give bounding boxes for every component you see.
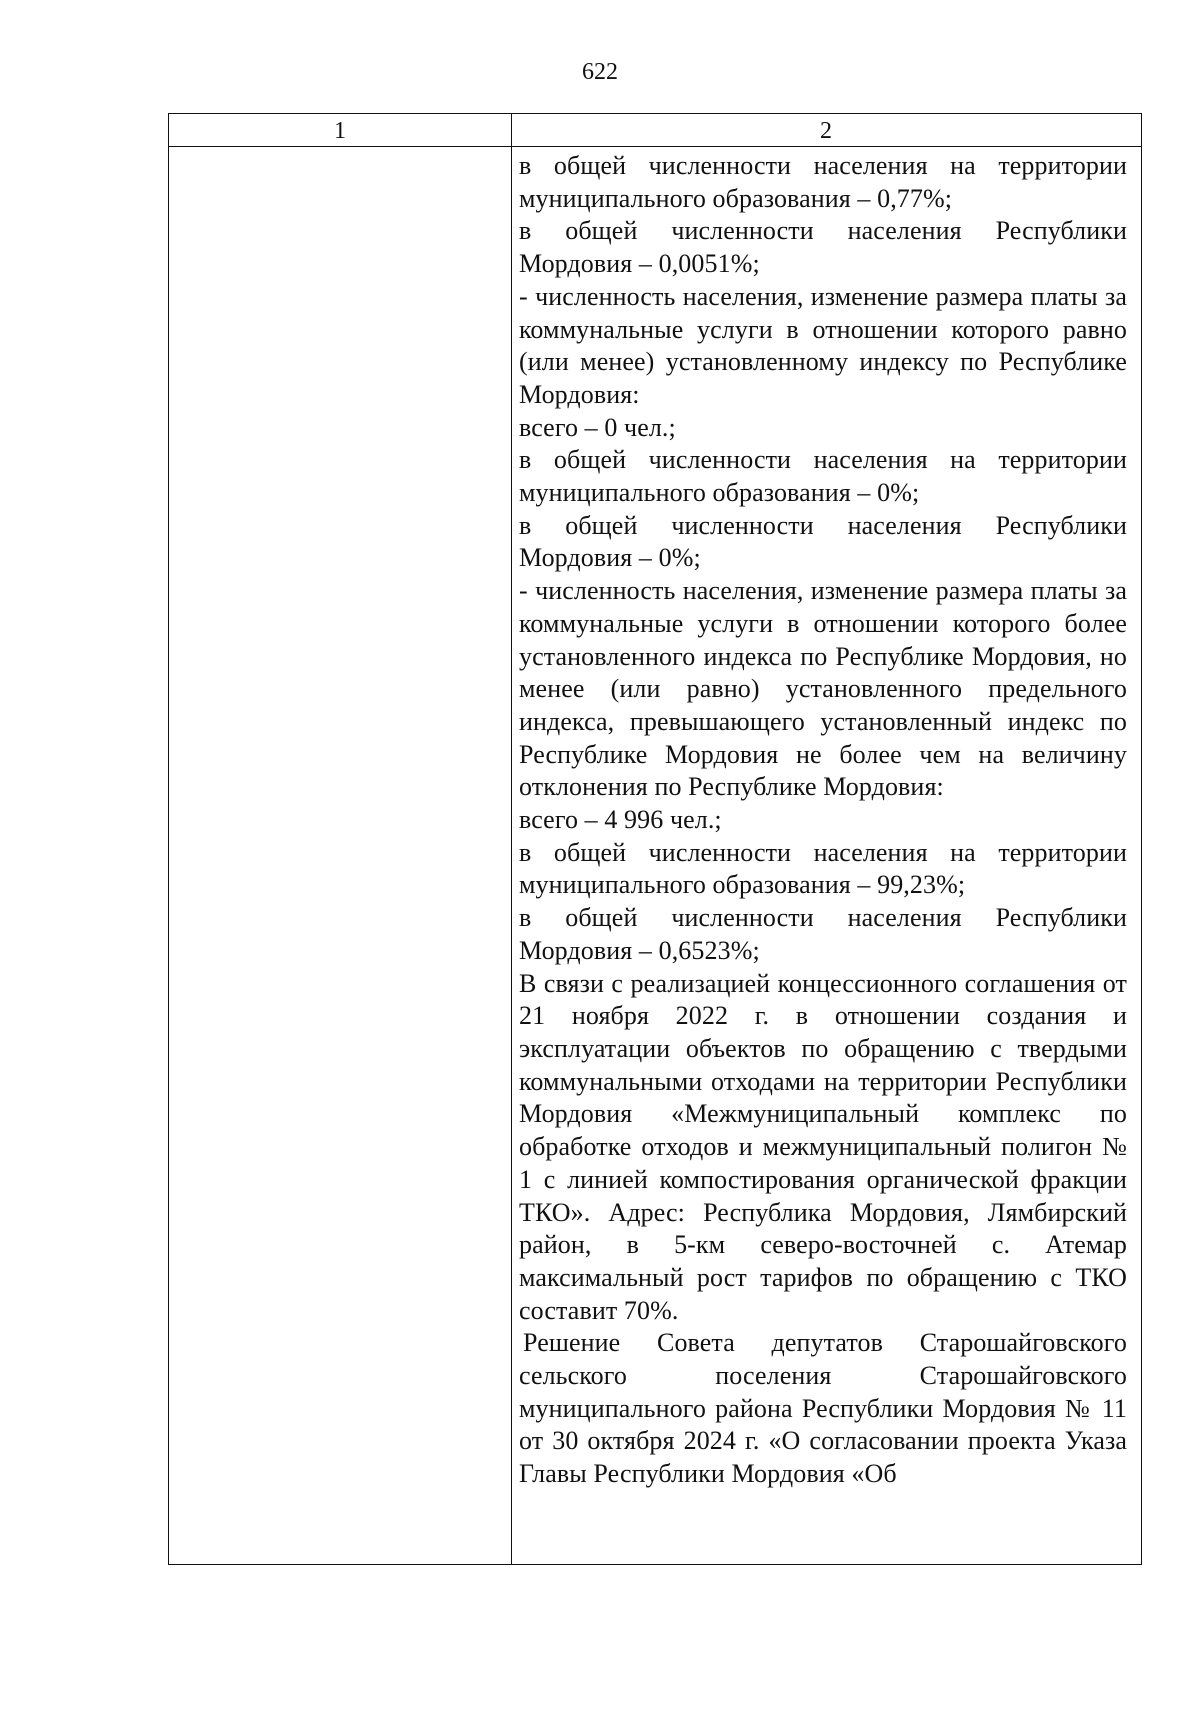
table-cell-column-1 — [169, 147, 511, 1564]
paragraph: - численность населения, изменение размера платы за коммунальные услуги в отношении которого более установленного индекса по Республике Мордовия, но менее (или равно) установленного предельного индекса, превышающего установленный индекс по Республике Мордовия не более чем на величину отклонения по Республике Мордовия: — [519, 576, 1127, 802]
paragraph: - численность населения, изменение размера платы за коммунальные услуги в отношении которого равно (или менее) установленному индексу по Республике Мордовия: — [519, 281, 1127, 409]
paragraph: в общей численности населения Республики Мордовия – 0,0051%; — [519, 216, 1127, 279]
paragraph: Решение Совета депутатов Старошайговского сельского поселения Старошайговского муниципального района Республики Мордовия № 11 от 30 октября 2024 г. «О согласовании проекта Указа Главы Республики Мордовия «Об — [519, 1328, 1127, 1489]
header-cell-2: 2 — [820, 118, 832, 144]
paragraph: в общей численности населения на территории муниципального образования – 0,77%; — [519, 151, 1127, 213]
header-cell-1: 1 — [334, 118, 346, 144]
paragraph: В связи с реализацией концессионного соглашения от 21 ноября 2022 г. в отношении создания и эксплуатации объектов по обращению с твердыми коммунальными отходами на территории Республики Мордовия «Межмуниципальный комплекс по обработке отходов и межмуниципальный полигон № 1 с линией компостирования органической фракции ТКО». Адрес: Республика Мордовия, Лямбирский район, в 5-км северо-восточней с. Атемар максимальный рост тарифов по обращению с ТКО составит 70%. — [519, 968, 1127, 1325]
paragraph: в общей численности населения Республики Мордовия – 0,6523%; — [519, 903, 1127, 965]
page-number: 622 — [582, 59, 618, 85]
document-table — [168, 113, 1142, 1565]
paragraph: в общей численности населения Республики Мордовия – 0%; — [519, 510, 1127, 573]
column-divider — [511, 114, 512, 1564]
paragraph: в общей численности населения на территории муниципального образования – 99,23%; — [519, 837, 1127, 900]
table-cell-column-2 — [519, 150, 1127, 1491]
paragraph: всего – 0 чел.; — [519, 412, 676, 442]
paragraph: в общей численности населения на территории муниципального образования – 0%; — [519, 445, 1127, 508]
paragraph: всего – 4 996 чел.; — [519, 805, 722, 835]
table-header-row — [169, 114, 1141, 147]
